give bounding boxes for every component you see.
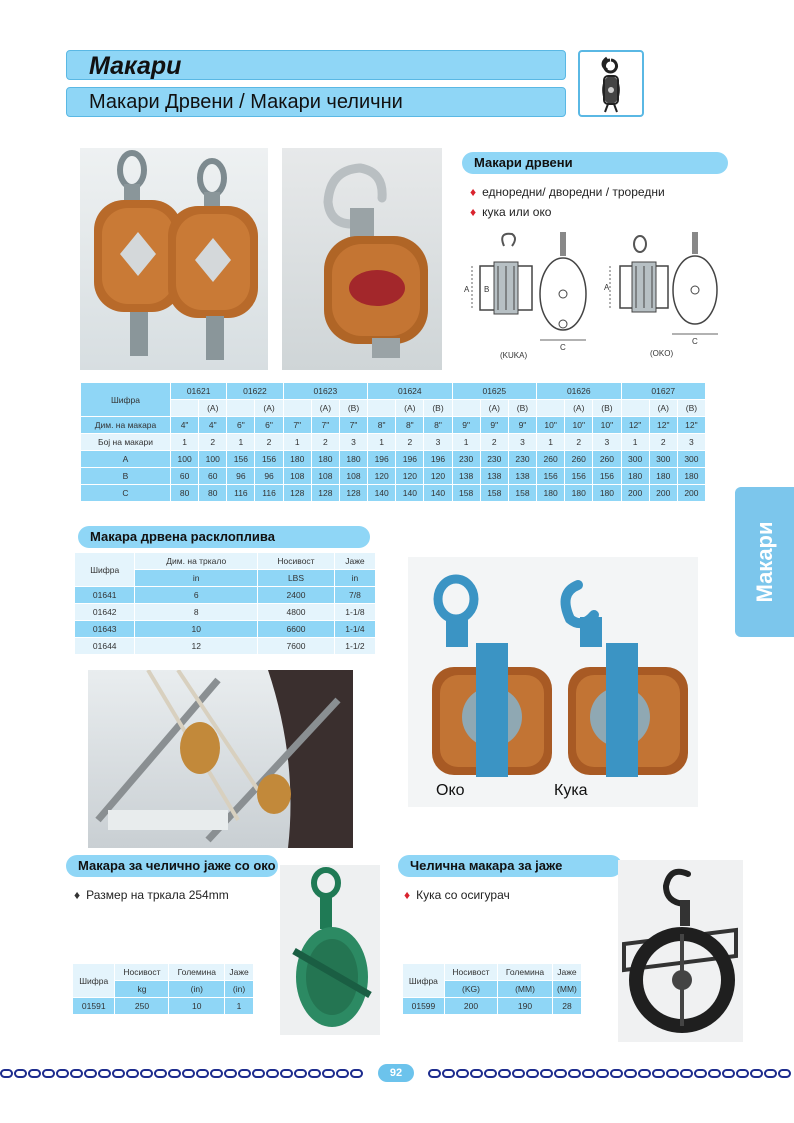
table-cell: 300: [649, 451, 677, 468]
header-cell: Јаже: [334, 553, 375, 570]
table-cell: 8": [424, 417, 452, 434]
chain-link: [526, 1069, 539, 1078]
table-cell: 3: [339, 434, 367, 451]
table-cell: [368, 400, 396, 417]
table-cell: 80: [171, 485, 199, 502]
table-cell: 100: [199, 451, 227, 468]
snatch-block-eye-hook-photo: [408, 557, 698, 807]
title-bar: [66, 50, 566, 80]
table-cell: 108: [283, 468, 311, 485]
svg-text:B: B: [484, 285, 490, 294]
table-cell: [452, 400, 480, 417]
table-cell: 300: [621, 451, 649, 468]
table-cell: 1-1/2: [334, 638, 375, 655]
table-cell: (B): [593, 400, 621, 417]
table-cell: 180: [621, 468, 649, 485]
product-code: 01627: [621, 383, 706, 400]
table-cell: 1-1/4: [334, 621, 375, 638]
unit-cell: in: [334, 570, 375, 587]
wooden-hook-block-photo: [282, 148, 442, 370]
table-cell: 12": [677, 417, 705, 434]
table-cell: 120: [368, 468, 396, 485]
table-row: [403, 964, 582, 981]
table-row: [81, 434, 706, 451]
table-cell: 4": [199, 417, 227, 434]
table-cell: 7": [339, 417, 367, 434]
eye-label: Око: [436, 782, 465, 799]
table-cell: 12": [621, 417, 649, 434]
pulley-hook-icon: [578, 50, 644, 117]
table-cell: 230: [508, 451, 536, 468]
header-cell: Големина: [169, 964, 225, 981]
chain-link: [112, 1069, 125, 1078]
table-cell: (A): [199, 400, 227, 417]
chain-link: [750, 1069, 763, 1078]
row-label: B: [81, 468, 171, 485]
table-cell: (B): [424, 400, 452, 417]
chain-link: [764, 1069, 777, 1078]
table-cell: 200: [621, 485, 649, 502]
table-cell: 6600: [258, 621, 335, 638]
svg-text:C: C: [692, 337, 698, 346]
table-cell: 180: [649, 468, 677, 485]
table-cell: 12: [135, 638, 258, 655]
unit-cell: (in): [225, 981, 254, 998]
table-cell: [283, 400, 311, 417]
table-cell: 01643: [75, 621, 135, 638]
table-cell: 156: [227, 451, 255, 468]
row-label: C: [81, 485, 171, 502]
table-cell: (A): [565, 400, 593, 417]
chain-link: [428, 1069, 441, 1078]
header-cell: Шифра: [73, 964, 115, 998]
chain-decoration-right: [428, 1067, 791, 1081]
table-cell: 60: [199, 468, 227, 485]
chain-link: [680, 1069, 693, 1078]
table-cell: 180: [537, 485, 565, 502]
table-cell: 200: [677, 485, 705, 502]
table-cell: 116: [227, 485, 255, 502]
chain-link: [294, 1069, 307, 1078]
chain-link: [126, 1069, 139, 1078]
unit-cell: LBS: [258, 570, 335, 587]
table-cell: 120: [396, 468, 424, 485]
svg-text:(OKO): (OKO): [650, 349, 674, 358]
table-cell: (A): [396, 400, 424, 417]
svg-text:A: A: [464, 285, 470, 294]
table-cell: 10: [169, 998, 225, 1015]
chain-decoration-left: [0, 1067, 363, 1081]
table-cell: 300: [677, 451, 705, 468]
table-cell: 2: [199, 434, 227, 451]
chain-link: [98, 1069, 111, 1078]
table-row: [81, 417, 706, 434]
chain-link: [336, 1069, 349, 1078]
chain-link: [14, 1069, 27, 1078]
table-cell: 8": [396, 417, 424, 434]
subtitle-bar: [66, 87, 566, 117]
table-cell: 180: [311, 451, 339, 468]
table-cell: 1: [283, 434, 311, 451]
table-cell: 138: [452, 468, 480, 485]
page-subtitle: Макари Дрвени / Макари челични: [89, 91, 403, 113]
chain-link: [70, 1069, 83, 1078]
table-row: [73, 998, 254, 1015]
table-cell: 196: [396, 451, 424, 468]
rope-spec-table: [402, 963, 582, 1015]
header-cell: Дим. на тркало: [135, 553, 258, 570]
table-cell: 2: [565, 434, 593, 451]
table-cell: [171, 400, 199, 417]
table-cell: (A): [480, 400, 508, 417]
table-cell: 1: [452, 434, 480, 451]
chain-link: [308, 1069, 321, 1078]
table-cell: 180: [339, 451, 367, 468]
chain-link: [322, 1069, 335, 1078]
table-cell: 2400: [258, 587, 335, 604]
table-cell: 2: [649, 434, 677, 451]
chain-link: [736, 1069, 749, 1078]
table-cell: 2: [480, 434, 508, 451]
hook-label: Кука: [554, 782, 588, 799]
table-cell: 9": [452, 417, 480, 434]
chain-link: [252, 1069, 265, 1078]
chain-link: [624, 1069, 637, 1078]
chain-link: [84, 1069, 97, 1078]
table-cell: 3: [424, 434, 452, 451]
chain-link: [280, 1069, 293, 1078]
table-cell: (A): [311, 400, 339, 417]
chain-link: [210, 1069, 223, 1078]
table-cell: 9": [508, 417, 536, 434]
row-label: Дим. на макара: [81, 417, 171, 434]
table-cell: 180: [593, 485, 621, 502]
table-cell: [537, 400, 565, 417]
table-cell: 8: [135, 604, 258, 621]
table-cell: 6": [255, 417, 283, 434]
header-cell: Шифра: [403, 964, 445, 998]
table-cell: 10": [593, 417, 621, 434]
chain-link: [540, 1069, 553, 1078]
row-label: Бoj на макари: [81, 434, 171, 451]
table-cell: (A): [255, 400, 283, 417]
header-cell: Носивост: [115, 964, 169, 981]
chain-link: [470, 1069, 483, 1078]
table-cell: 1: [225, 998, 254, 1015]
table-cell: 01591: [73, 998, 115, 1015]
table-cell: 230: [452, 451, 480, 468]
table-cell: 10": [537, 417, 565, 434]
unit-cell: (in): [169, 981, 225, 998]
table-cell: (B): [508, 400, 536, 417]
table-cell: 230: [480, 451, 508, 468]
table-cell: 158: [480, 485, 508, 502]
table-cell: 60: [171, 468, 199, 485]
table-cell: 100: [171, 451, 199, 468]
chain-link: [456, 1069, 469, 1078]
table-cell: 1: [368, 434, 396, 451]
table-row: [81, 468, 706, 485]
table-cell: 6": [227, 417, 255, 434]
table-cell: (A): [649, 400, 677, 417]
unit-cell: (MM): [552, 981, 581, 998]
chain-link: [350, 1069, 363, 1078]
table-cell: 1: [621, 434, 649, 451]
section-side-tab: [735, 487, 794, 637]
chain-link: [28, 1069, 41, 1078]
table-row: [403, 998, 582, 1015]
unit-cell: in: [135, 570, 258, 587]
chain-link: [778, 1069, 791, 1078]
table-cell: (B): [339, 400, 367, 417]
table-cell: 140: [396, 485, 424, 502]
unit-cell: (MM): [498, 981, 553, 998]
chain-link: [708, 1069, 721, 1078]
chain-link: [610, 1069, 623, 1078]
table-cell: 180: [283, 451, 311, 468]
table-cell: [227, 400, 255, 417]
steel-bullet: ♦ Размер на тркала 254mm: [74, 888, 229, 902]
chain-link: [652, 1069, 665, 1078]
table-cell: 156: [593, 468, 621, 485]
table-cell: 1: [227, 434, 255, 451]
table-cell: 01641: [75, 587, 135, 604]
table-cell: 7": [283, 417, 311, 434]
product-code: 01626: [537, 383, 621, 400]
table-row: [75, 621, 376, 638]
table-row: [75, 587, 376, 604]
split-section-heading: Макара дрвена расклоплива: [78, 526, 370, 548]
product-code: 01623: [283, 383, 367, 400]
table-cell: 4": [171, 417, 199, 434]
table-cell: 6: [135, 587, 258, 604]
wooden-double-block-photo: [80, 148, 268, 370]
chain-link: [182, 1069, 195, 1078]
table-row: [81, 383, 706, 400]
table-cell: 180: [565, 485, 593, 502]
table-cell: 140: [368, 485, 396, 502]
table-cell: 128: [311, 485, 339, 502]
unit-cell: kg: [115, 981, 169, 998]
chain-link: [512, 1069, 525, 1078]
table-cell: 80: [199, 485, 227, 502]
chain-link: [238, 1069, 251, 1078]
table-cell: 200: [444, 998, 497, 1015]
table-cell: 156: [537, 468, 565, 485]
product-code: 01622: [227, 383, 283, 400]
table-cell: 108: [339, 468, 367, 485]
table-cell: 9": [480, 417, 508, 434]
table-cell: 1-1/8: [334, 604, 375, 621]
table-cell: 190: [498, 998, 553, 1015]
header-cell: Јаже: [552, 964, 581, 981]
chain-link: [638, 1069, 651, 1078]
row-label: A: [81, 451, 171, 468]
chain-link: [596, 1069, 609, 1078]
header-cell: Јаже: [225, 964, 254, 981]
table-cell: 7": [311, 417, 339, 434]
steel-eye-section-heading: Макара за челично јаже со око: [66, 855, 278, 877]
table-row: [75, 553, 376, 570]
table-cell: 28: [552, 998, 581, 1015]
table-cell: 12": [649, 417, 677, 434]
wood-bullet-1: ♦ еднoредни/ двoредни / трoредни: [470, 185, 665, 199]
chain-link: [722, 1069, 735, 1078]
table-cell: 2: [396, 434, 424, 451]
rigging-blocks-photo: [88, 670, 353, 848]
table-cell: [621, 400, 649, 417]
table-row: [73, 964, 254, 981]
table-cell: 138: [508, 468, 536, 485]
side-tab-label: Макари: [751, 521, 777, 603]
table-cell: 128: [283, 485, 311, 502]
svg-text:C: C: [560, 343, 566, 352]
table-cell: (B): [677, 400, 705, 417]
table-cell: 156: [565, 468, 593, 485]
table-row: [75, 638, 376, 655]
table-cell: 120: [424, 468, 452, 485]
table-cell: 158: [508, 485, 536, 502]
product-code: 01625: [452, 383, 536, 400]
table-cell: 96: [255, 468, 283, 485]
rope-bullet: ♦ Кука со осигурач: [404, 888, 510, 902]
table-cell: 260: [537, 451, 565, 468]
page-number: 92: [378, 1064, 414, 1082]
product-code: 01624: [368, 383, 452, 400]
table-cell: 128: [339, 485, 367, 502]
green-steel-pulley-photo: [280, 865, 380, 1035]
table-cell: 108: [311, 468, 339, 485]
header-cell: Големина: [498, 964, 553, 981]
table-cell: 196: [368, 451, 396, 468]
chain-link: [42, 1069, 55, 1078]
steel-rope-pulley-photo: [618, 860, 743, 1042]
table-row: [81, 485, 706, 502]
table-cell: 250: [115, 998, 169, 1015]
chain-link: [0, 1069, 13, 1078]
table-cell: 96: [227, 468, 255, 485]
svg-text:A: A: [604, 283, 610, 292]
table-cell: 260: [593, 451, 621, 468]
table-cell: 01599: [403, 998, 445, 1015]
table-cell: 3: [677, 434, 705, 451]
chain-link: [266, 1069, 279, 1078]
product-code: 01621: [171, 383, 227, 400]
chain-link: [154, 1069, 167, 1078]
header-cell: Носивост: [444, 964, 497, 981]
chain-link: [694, 1069, 707, 1078]
table-cell: 1: [171, 434, 199, 451]
table-cell: 200: [649, 485, 677, 502]
table-cell: 116: [255, 485, 283, 502]
chain-link: [582, 1069, 595, 1078]
row-label: Шифра: [81, 383, 171, 417]
page-title: Макари: [89, 52, 182, 80]
wood-block-technical-diagram: [458, 228, 728, 363]
chain-link: [140, 1069, 153, 1078]
chain-link: [168, 1069, 181, 1078]
table-cell: 4800: [258, 604, 335, 621]
table-cell: 10": [565, 417, 593, 434]
wood-section-heading: Макари дрвени: [462, 152, 728, 174]
chain-link: [568, 1069, 581, 1078]
table-cell: 3: [508, 434, 536, 451]
rope-section-heading: Челична макара за јаже: [398, 855, 622, 877]
table-cell: 156: [255, 451, 283, 468]
table-cell: 180: [677, 468, 705, 485]
chain-link: [442, 1069, 455, 1078]
table-cell: 158: [452, 485, 480, 502]
table-cell: 7/8: [334, 587, 375, 604]
table-cell: 8": [368, 417, 396, 434]
table-cell: 10: [135, 621, 258, 638]
table-cell: 1: [537, 434, 565, 451]
table-cell: 2: [311, 434, 339, 451]
header-cell: Шифра: [75, 553, 135, 587]
table-cell: 140: [424, 485, 452, 502]
header-cell: Носивост: [258, 553, 335, 570]
split-block-spec-table: [74, 552, 376, 655]
table-cell: 01642: [75, 604, 135, 621]
table-cell: 260: [565, 451, 593, 468]
chain-link: [498, 1069, 511, 1078]
chain-link: [554, 1069, 567, 1078]
chain-link: [666, 1069, 679, 1078]
table-cell: 3: [593, 434, 621, 451]
wood-block-spec-table: [80, 382, 706, 502]
steel-eye-spec-table: [72, 963, 254, 1015]
chain-link: [56, 1069, 69, 1078]
table-cell: 138: [480, 468, 508, 485]
table-row: [81, 400, 706, 417]
table-row: [75, 604, 376, 621]
table-cell: 7600: [258, 638, 335, 655]
svg-text:(KUKA): (KUKA): [500, 351, 528, 360]
chain-link: [196, 1069, 209, 1078]
unit-cell: (KG): [444, 981, 497, 998]
chain-link: [484, 1069, 497, 1078]
table-cell: 196: [424, 451, 452, 468]
table-cell: 01644: [75, 638, 135, 655]
table-cell: 2: [255, 434, 283, 451]
table-row: [81, 451, 706, 468]
chain-link: [224, 1069, 237, 1078]
wood-bullet-2: ♦ кука или oкo: [470, 205, 552, 219]
